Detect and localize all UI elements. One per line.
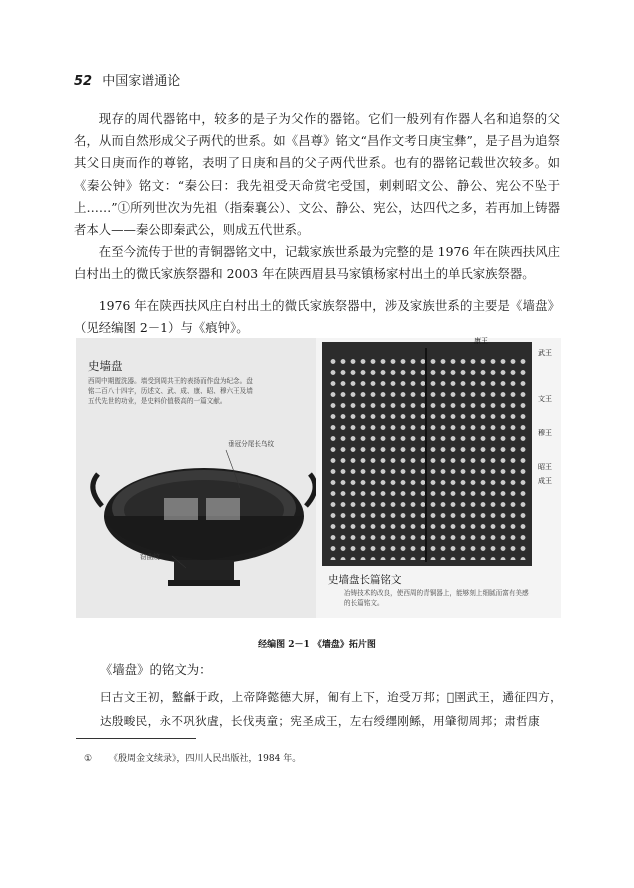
inscription-rubbing [322,342,532,566]
inscription-text: 曰古文王初，盭龢于政，上帝降懿德大屏，匍有上下，迨受万邦；𬏫圉武王，遹征四方，达殷畯民，永不巩狄虘，长伐夷童；宪圣成王，左右绶𬙊刚鲧，用肇彻周邦；肃哲康 [100,690,562,728]
bronze-basin-illustration [76,338,316,618]
figure-2-1 [76,338,561,618]
pattern-label: 垂冠分尾长鸟纹 [228,440,275,448]
paragraph-3: 1976 年在陕西扶风庄白村出土的微氏家族祭器中，涉及家族世系的主要是《墙盘》（见经编图 2－1）与《㾗钟》。 [74,298,560,336]
basin-description: 西周中期盥洗器。墙受到周共王的表扬而作盘为纪念。盘铭二百八十四字，历述文、武、成、康、昭、穆六王及墙五代先世的功业，是史料价值极高的一篇文献。 [88,377,253,405]
rubbing-characters [328,356,528,560]
book-title: 中国家谱通论 [102,74,181,89]
footnote [84,751,301,764]
king-label: 康王 [474,337,488,345]
inscription-intro: 《墙盘》的铭文为： [100,662,212,677]
rubbing-description: 冶铸技术的改良，使西周的青铜器上，能够刻上细腻而富有美感的长篇铭文。 [344,589,529,607]
king-label: 武王 [538,349,552,357]
king-label: 穆王 [538,429,552,437]
running-header [74,70,180,89]
paragraph-2: 在至今流传于世的青铜器铭文中，记载家族世系最为完整的是 1976 年在陕西扶风庄白村出土的微氏家族祭器和 2003 年在陕西眉县马家镇杨家村出土的单氏家族祭器。 [74,244,560,282]
footnote-rule [76,738,196,739]
band-label: 窃曲纹 [140,553,160,561]
basin-photo-panel [76,338,316,618]
paragraph-1: 现存的周代器铭中，较多的是子为父作的器铭。它们一般列有作器人名和追祭的父名，从而自然形成父子两代的世系。如《昌尊》铭文“昌作文考日庚宝彝”，是子昌为追祭其父日庚而作的尊铭，表明了日庚和昌的父子两代世系。也有的器铭记载世次较多。如《秦公钟》铭文：“秦公曰：我先祖受天命赏宅受国，剌剌昭文公、静公、宪公不坠于上……”①所列世次为先祖（指秦襄公）、文公、静公、宪公，达四代之多，若再加上铸器者本人——秦公即秦武公，则成五代世系。 [74,111,560,238]
body-paragraph-3 [74,295,560,339]
footnote-text: 《殷周金文续录》，四川人民出版社，1984 年。 [108,754,302,764]
rubbing-divider [425,348,427,562]
body-paragraphs [74,108,560,286]
basin-title: 史墙盘 [88,359,123,373]
footnote-mark: ① [84,754,93,764]
king-label: 成王 [538,477,552,485]
king-label: 文王 [538,395,552,403]
page-number: 52 [74,74,93,89]
rubbing-title: 史墙盘长篇铭文 [328,574,402,586]
figure-caption: 经编图 2－1 《墙盘》拓片图 [258,640,376,650]
king-label: 昭王 [538,463,552,471]
